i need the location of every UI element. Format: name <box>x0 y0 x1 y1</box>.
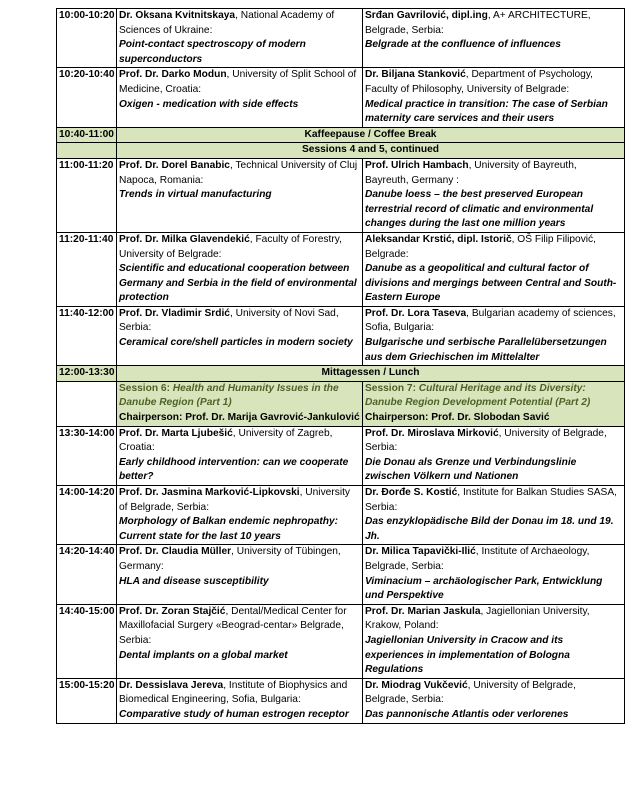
talk-row <box>57 545 625 604</box>
talk-row <box>57 158 625 232</box>
talk-row <box>57 306 625 365</box>
talk-title: Danube as a geopolitical and cultural factor of divisions and mergings between Central and South-Eastern Europe <box>365 263 617 304</box>
speaker-affiliation: , University of Bayreuth, Bayreuth, Germany : <box>365 159 577 186</box>
speaker-affiliation: , University of Belgrade, Serbia: <box>119 487 351 513</box>
right-talk-cell <box>363 486 625 545</box>
session-label: Session 6: <box>119 382 173 394</box>
talk-title: Ceramical core/shell particles in modern society <box>119 337 353 349</box>
speaker-name: Aleksandar Krstić, dipl. Istorič <box>365 233 512 245</box>
speaker-name: Prof. Dr. Dorel Banabic <box>119 159 230 171</box>
speaker-name: Prof. Dr. Marian Jaskula <box>365 605 481 617</box>
left-talk-cell <box>117 678 363 723</box>
left-talk-cell <box>117 68 363 127</box>
speaker-name: Dr. Đorđe S. Kostić <box>365 487 458 498</box>
right-talk-cell <box>363 678 625 723</box>
speaker-name: Prof. Dr. Darko Modun <box>119 69 227 81</box>
time-slot: 10:00-10:20 <box>57 9 117 68</box>
speaker-name: Dr. Milica Tapavički-Ilić <box>365 546 476 558</box>
speaker-name: Prof. Dr. Vladimir Srdić <box>119 307 230 319</box>
empty-time-cell <box>57 143 117 159</box>
talk-title: Morphology of Balkan endemic nephropathy: Current state for the last 10 years <box>119 516 339 542</box>
time-slot: 10:40-11:00 <box>57 127 117 143</box>
schedule-table <box>56 8 625 724</box>
speaker-name: Dr. Biljana Stanković <box>365 69 466 81</box>
right-talk-cell <box>363 604 625 678</box>
speaker-name: Prof. Ulrich Hambach <box>365 159 469 171</box>
speaker-affiliation: , OŠ Filip Filipović, Belgrade: <box>365 233 596 260</box>
break-row <box>57 127 625 143</box>
left-session-cell <box>117 381 363 426</box>
left-talk-cell <box>117 426 363 485</box>
speaker-affiliation: , National Academy of Sciences of Ukraine: <box>119 10 335 36</box>
talk-title: Dental implants on a global market <box>119 649 288 661</box>
talk-title: Bulgarische und serbische Parallelübersetzungen aus dem Griechischen im Mittelalter <box>365 337 607 363</box>
time-slot: 11:40-12:00 <box>57 306 117 365</box>
speaker-name: Prof. Dr. Marta Ljubešić <box>119 427 233 439</box>
schedule-body <box>57 9 625 724</box>
speaker-name: Dr. Dessislava Jereva <box>119 679 224 691</box>
speaker-name: Srđan Gavrilović, dipl.ing <box>365 10 488 21</box>
speaker-affiliation: , Bulgarian academy of sciences, Sofia, Bulgaria: <box>365 307 616 334</box>
time-slot: 14:20-14:40 <box>57 545 117 604</box>
break-row <box>57 143 625 159</box>
speaker-affiliation: , Jagiellonian University, Krakow, Poland: <box>365 605 590 632</box>
talk-title: Jagiellonian University in Cracow and its experiences in implementation of Bologna Regulations <box>365 634 570 676</box>
talk-title: HLA and disease susceptibility <box>119 575 269 587</box>
speaker-affiliation: , University of Belgrade, Belgrade, Serbia: <box>365 679 576 706</box>
speaker-name: Prof. Dr. Milka Glavendekić <box>119 233 250 245</box>
session-label: Session 7: <box>365 382 419 394</box>
talk-title: Das enzyklopädische Bild der Donau im 18. und 19. Jh. <box>365 516 614 542</box>
time-slot: 14:40-15:00 <box>57 604 117 678</box>
time-slot: 13:30-14:00 <box>57 426 117 485</box>
talk-title: Oxigen - medication with side effects <box>119 98 299 110</box>
empty-time-cell <box>57 381 117 426</box>
right-talk-cell <box>363 9 625 68</box>
break-label: Kaffeepause / Coffee Break <box>117 127 625 143</box>
talk-row <box>57 426 625 485</box>
right-talk-cell <box>363 68 625 127</box>
speaker-name: Prof. Dr. Lora Taseva <box>365 307 467 319</box>
talk-title: Point-contact spectroscopy of modern superconductors <box>119 39 306 65</box>
talk-row <box>57 232 625 306</box>
talk-title: Scientific and educational cooperation between Germany and Serbia in the field of environmental protection <box>119 263 357 304</box>
speaker-affiliation: , Technical University of Cluj Napoca, Romania: <box>119 159 358 186</box>
talk-row <box>57 678 625 723</box>
speaker-name: Prof. Dr. Miroslava Mirković <box>365 427 499 439</box>
talk-title: Danube loess – the best preserved European terrestrial record of climatic and environmental changes during the last one million years <box>365 189 594 230</box>
speaker-affiliation: , University of Novi Sad, Serbia: <box>119 307 339 334</box>
time-slot: 11:00-11:20 <box>57 158 117 232</box>
right-talk-cell <box>363 306 625 365</box>
talk-title: Trends in virtual manufacturing <box>119 189 272 201</box>
right-session-cell <box>363 381 625 426</box>
break-label: Mittagessen / Lunch <box>117 366 625 382</box>
talk-title: Early childhood intervention: can we cooperate better? <box>119 456 349 483</box>
time-slot: 10:20-10:40 <box>57 68 117 127</box>
time-slot: 15:00-15:20 <box>57 678 117 723</box>
speaker-affiliation: , Institute of Archaeology, Belgrade, Serbia: <box>365 546 590 572</box>
speaker-name: Prof. Dr. Jasmina Marković-Lipkovski <box>119 487 300 498</box>
speaker-affiliation: , A+ ARCHITECTURE, Belgrade, Serbia: <box>365 10 591 36</box>
left-talk-cell <box>117 232 363 306</box>
sessions-banner: Sessions 4 and 5, continued <box>117 143 625 159</box>
left-talk-cell <box>117 306 363 365</box>
left-talk-cell <box>117 545 363 604</box>
speaker-affiliation: , University of Belgrade, Serbia: <box>365 427 607 454</box>
speaker-affiliation: , University of Zagreb, Croatia: <box>119 427 333 454</box>
speaker-affiliation: , Dental/Medical Center for Maxillofacial Surgery «Beograd-centar» Belgrade, Serbia: <box>119 605 347 646</box>
speaker-name: Dr. Miodrag Vukčević <box>365 679 468 691</box>
session-chair: Chairperson: Prof. Dr. Slobodan Savić <box>365 412 550 424</box>
speaker-name: Dr. Oksana Kvitnitskaya <box>119 10 236 21</box>
left-talk-cell <box>117 604 363 678</box>
break-row <box>57 366 625 382</box>
speaker-affiliation: , Department of Psychology, Faculty of Philosophy, University of Belgrade: <box>365 69 593 95</box>
time-slot: 12:00-13:30 <box>57 366 117 382</box>
talk-row <box>57 604 625 678</box>
speaker-affiliation: , Institute for Balkan Studies SASA, Serbia: <box>365 487 617 513</box>
speaker-name: Prof. Dr. Zoran Stajčić <box>119 605 226 617</box>
left-talk-cell <box>117 158 363 232</box>
speaker-affiliation: , University of Tübingen, Germany: <box>119 546 341 572</box>
talk-title: Comparative study of human estrogen receptor <box>119 708 349 720</box>
talk-row <box>57 486 625 545</box>
right-talk-cell <box>363 426 625 485</box>
talk-row <box>57 9 625 68</box>
right-talk-cell <box>363 158 625 232</box>
session-topic: Cultural Heritage and its Diversity: Danube Region Development Potential (Part 2) <box>365 382 591 409</box>
session-chair: Chairperson: Prof. Dr. Marija Gavrović-Jankulović <box>119 412 360 424</box>
speaker-affiliation: , Faculty of Forestry, University of Belgrade: <box>119 233 342 260</box>
session-topic: Health and Humanity Issues in the Danube Region (Part 1) <box>119 382 339 409</box>
time-slot: 11:20-11:40 <box>57 232 117 306</box>
right-talk-cell <box>363 232 625 306</box>
speaker-name: Prof. Dr. Claudia Müller <box>119 546 232 558</box>
speaker-affiliation: , Institute of Biophysics and Biomedical Engineering, Sofia, Bulgaria: <box>119 679 348 706</box>
speaker-affiliation: , University of Split School of Medicine, Croatia: <box>119 69 357 95</box>
talk-title: Die Donau als Grenze und Verbindungslinie zwischen Völkern und Nationen <box>365 456 577 483</box>
time-slot: 14:00-14:20 <box>57 486 117 545</box>
left-talk-cell <box>117 486 363 545</box>
talk-title: Medical practice in transition: The case of Serbian maternity care services and their users <box>365 98 608 125</box>
talk-title: Das pannonische Atlantis oder verlorenes <box>365 708 569 720</box>
talk-title: Viminacium – archäologischer Park, Entwicklung und Perspektive <box>365 575 603 602</box>
talk-row <box>57 68 625 127</box>
session-header-row <box>57 381 625 426</box>
talk-title: Belgrade at the confluence of influences <box>365 39 561 51</box>
left-talk-cell <box>117 9 363 68</box>
right-talk-cell <box>363 545 625 604</box>
